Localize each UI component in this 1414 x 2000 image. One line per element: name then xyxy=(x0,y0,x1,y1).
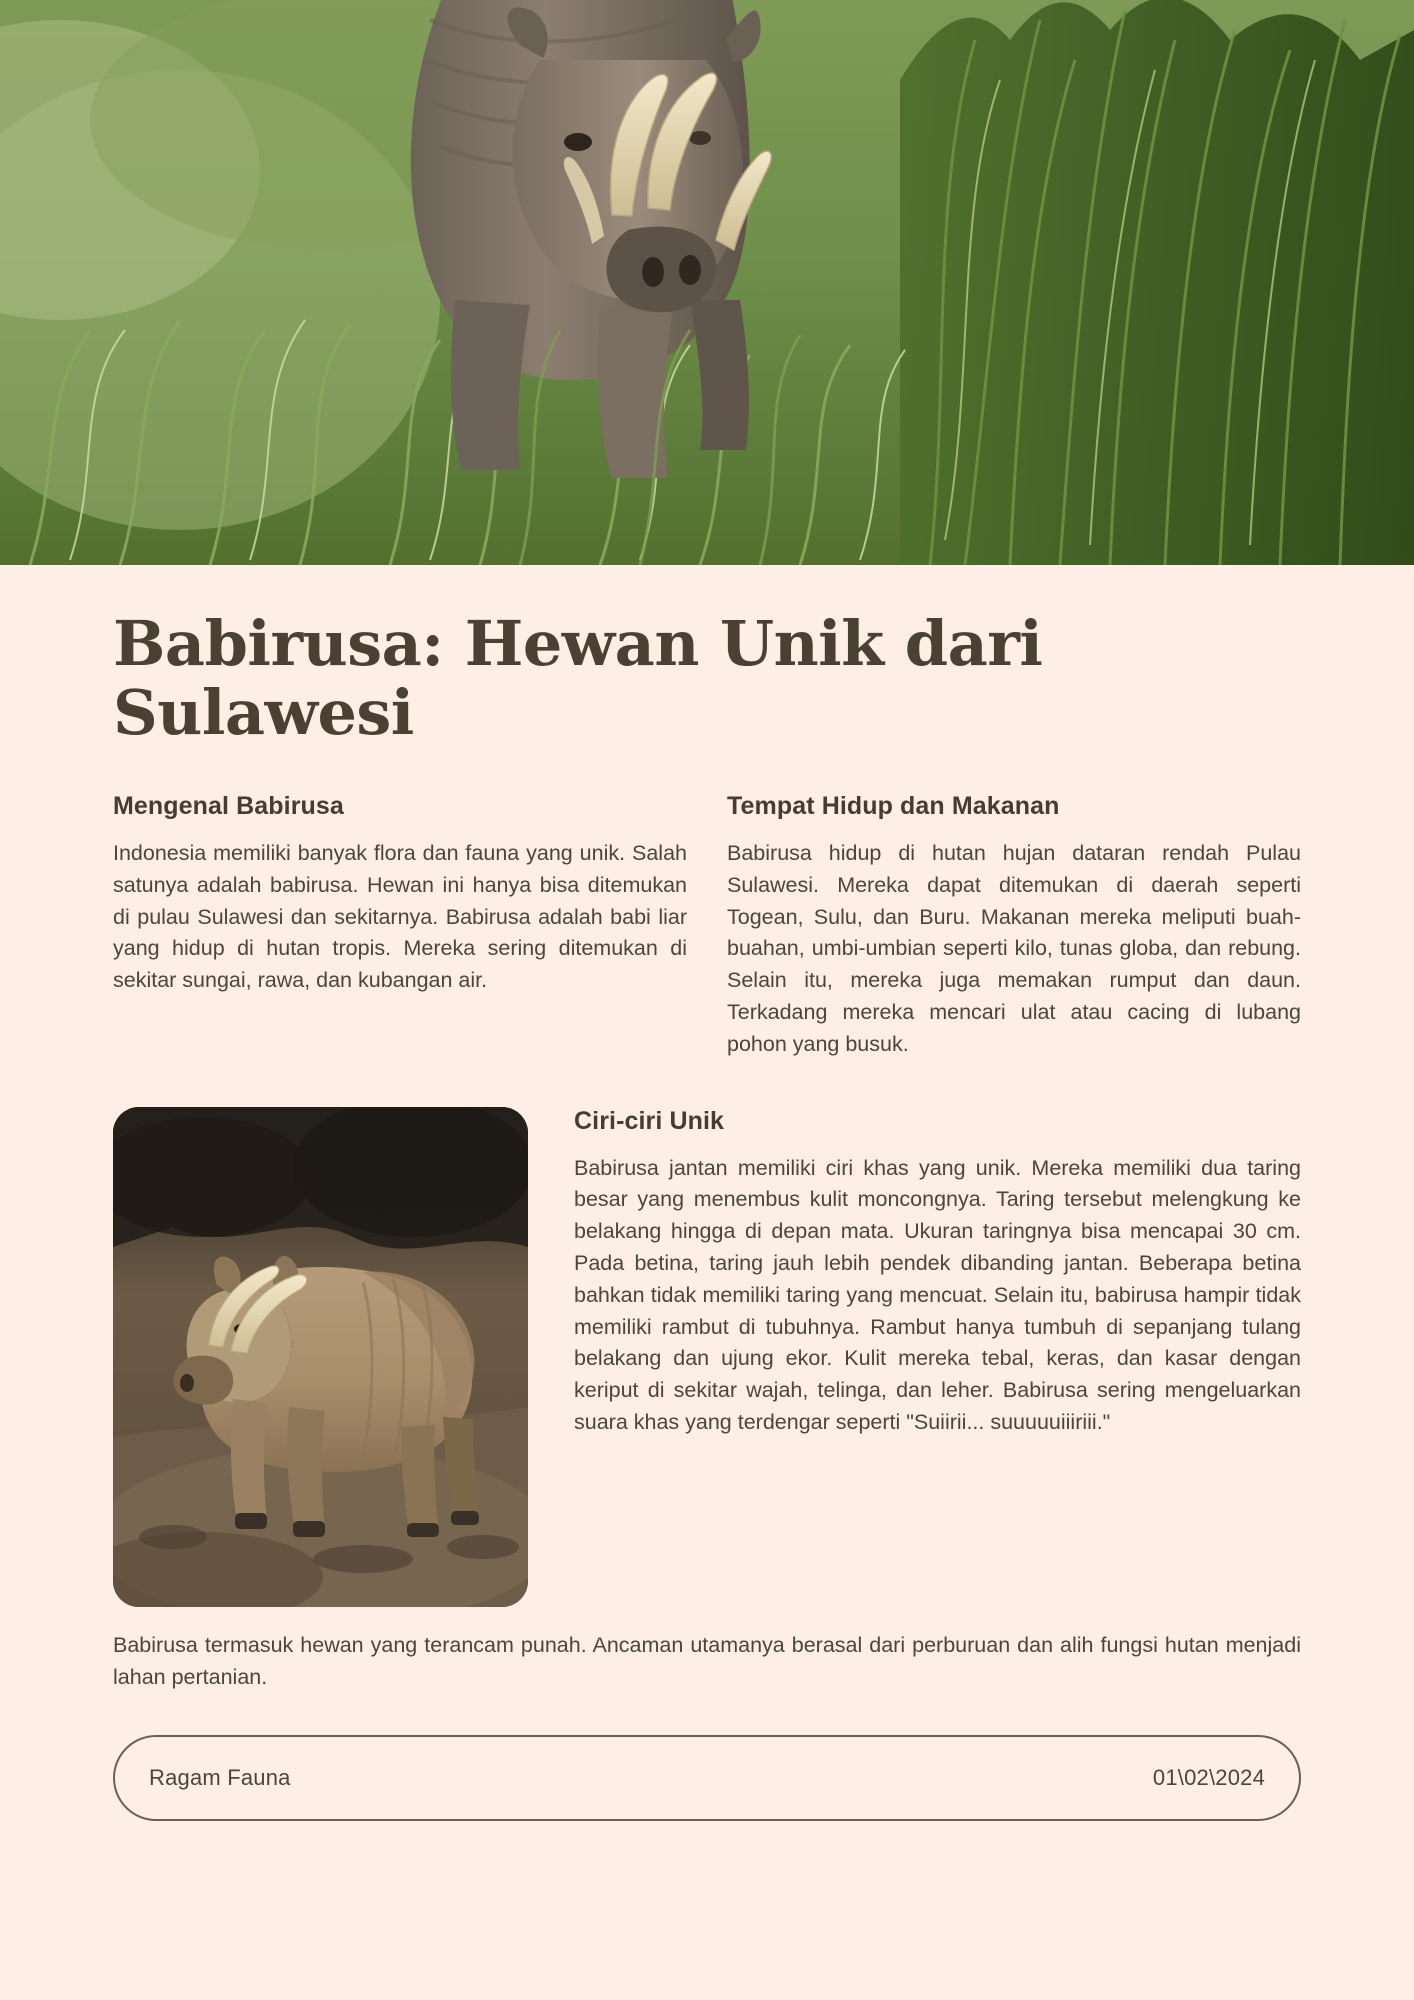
section-text-tempat-hidup: Babirusa hidup di hutan hujan dataran rendah Pulau Sulawesi. Mereka dapat ditemukan di daerah seperti Togean, Sulu, dan Buru. Makanan mereka meliputi buah-buahan, umbi-umbian seperti kilo, tunas globa, dan rebung. Selain itu, mereka juga memakan rumput dan daun. Terkadang mereka mencari ulat atau cacing di lubang pohon yang busuk. xyxy=(727,840,1301,1056)
image-text-section xyxy=(113,1107,1301,1607)
footer-date: 01\02\2024 xyxy=(1152,1765,1265,1791)
two-column-section xyxy=(113,792,1301,1061)
footer-bar xyxy=(113,1735,1301,1821)
column-right xyxy=(727,792,1301,1061)
article-content xyxy=(0,565,1414,1693)
column-left xyxy=(113,792,687,1061)
page-title: Babirusa: Hewan Unik dari Sulawesi xyxy=(113,607,1043,750)
section-heading-tempat-hidup: Tempat Hidup dan Makanan xyxy=(727,791,1060,820)
inline-image xyxy=(113,1107,528,1607)
footer-label: Ragam Fauna xyxy=(149,1765,291,1791)
closing-paragraph: Babirusa termasuk hewan yang terancam punah. Ancaman utamanya berasal dari perburuan dan alih fungsi hutan menjadi lahan pertanian. xyxy=(113,1632,1301,1689)
section-text-mengenal: Indonesia memiliki banyak flora dan fauna yang unik. Salah satunya adalah babirusa. Hewan ini hanya bisa ditemukan di pulau Sulawesi dan sekitarnya. Babirusa adalah babi liar yang hidup di hutan tropis. Mereka sering ditemukan di sekitar sungai, rawa, dan kubangan air. xyxy=(113,840,687,993)
hero-image xyxy=(0,0,1414,565)
section-heading-mengenal: Mengenal Babirusa xyxy=(113,791,344,820)
section-heading-ciri-ciri: Ciri-ciri Unik xyxy=(574,1106,725,1135)
babirusa-grass-illustration xyxy=(0,0,1414,565)
ciri-ciri-text-block xyxy=(574,1107,1301,1607)
babirusa-mud-illustration xyxy=(113,1107,528,1607)
section-text-ciri-ciri: Babirusa jantan memiliki ciri khas yang unik. Mereka memiliki dua taring besar yang menembus kulit moncongnya. Taring tersebut melengkung ke belakang hingga di depan mata. Ukuran taringnya bisa mencapai 30 cm. Pada betina, taring jauh lebih pendek dibanding jantan. Beberapa betina bahkan tidak memiliki taring yang mencuat. Selain itu, babirusa hampir tidak memiliki rambut di tubuhnya. Rambut hanya tumbuh di sepanjang tulang belakang dan ujung ekor. Kulit mereka tebal, keras, dan kasar dengan keriput di sekitar wajah, telinga, dan leher. Babirusa sering mengeluarkan suara khas yang terdengar seperti "Suiirii... suuuuuiiiriii." xyxy=(574,1155,1301,1435)
